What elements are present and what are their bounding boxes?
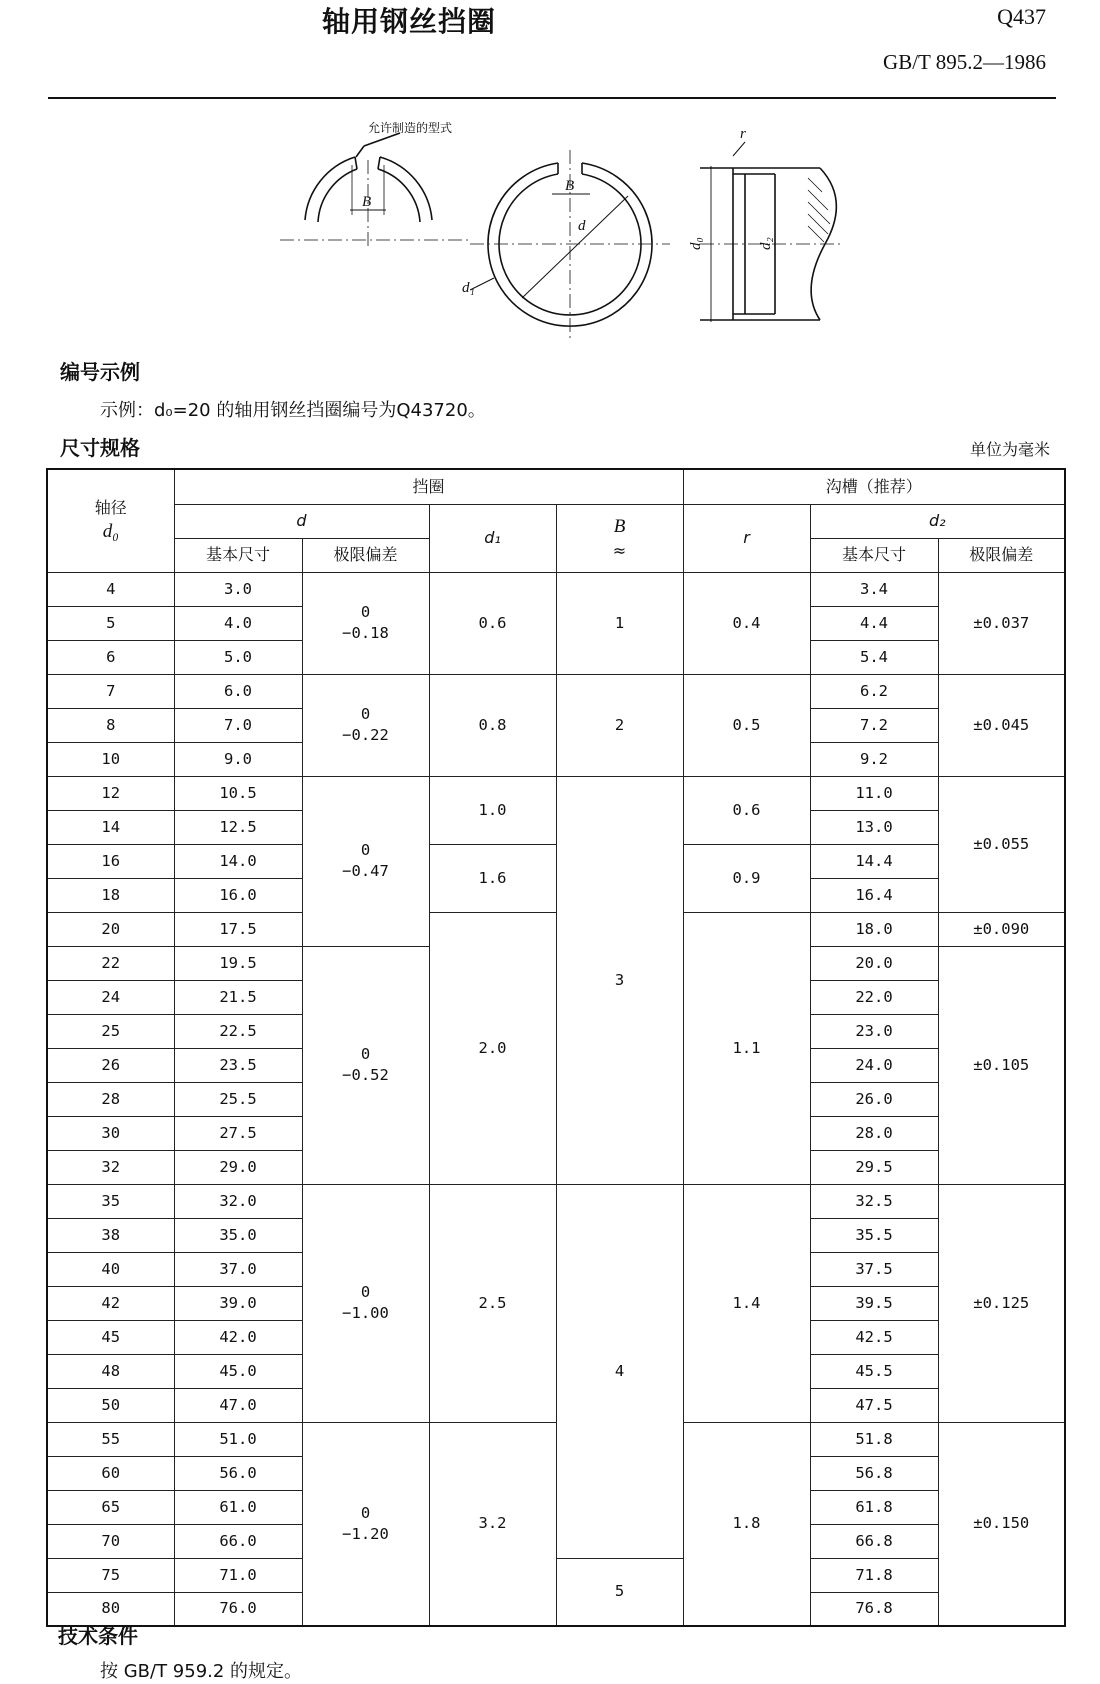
cell-d2: 14.4 <box>810 844 938 878</box>
cell-d-tol <box>302 776 429 946</box>
tol-lower: −1.00 <box>342 1304 389 1322</box>
header-d: d <box>174 504 429 538</box>
cell-d1: 2.0 <box>429 912 556 1184</box>
cell-d2: 45.5 <box>810 1354 938 1388</box>
cell-d0: 40 <box>47 1252 174 1286</box>
table-row <box>47 572 1065 606</box>
cell-d2: 71.8 <box>810 1558 938 1592</box>
cell-d0: 70 <box>47 1524 174 1558</box>
cell-d: 16.0 <box>174 878 302 912</box>
cell-d: 37.0 <box>174 1252 302 1286</box>
header-r: r <box>683 504 810 572</box>
cell-d0: 42 <box>47 1286 174 1320</box>
fig-label-b: B <box>565 178 575 194</box>
cell-r: 1.4 <box>683 1184 810 1422</box>
cell-b: 3 <box>556 776 683 1184</box>
cell-d0: 7 <box>47 674 174 708</box>
header-d1: d₁ <box>429 504 556 572</box>
cell-d0: 28 <box>47 1082 174 1116</box>
tol-lower: −1.20 <box>342 1524 389 1543</box>
cell-d1: 1.6 <box>429 844 556 912</box>
cell-b: 2 <box>556 674 683 776</box>
cell-d0: 8 <box>47 708 174 742</box>
cell-d: 51.0 <box>174 1422 302 1456</box>
fig-label-d: d <box>578 218 586 234</box>
header-b-symbol: B <box>613 516 626 538</box>
cell-d2: 32.5 <box>810 1184 938 1218</box>
cell-d-tol <box>302 946 429 1184</box>
cell-d0: 48 <box>47 1354 174 1388</box>
cell-d2: 37.5 <box>810 1252 938 1286</box>
cell-d2: 76.8 <box>810 1592 938 1626</box>
cell-d: 6.0 <box>174 674 302 708</box>
retaining-ring-drawing <box>0 100 1100 340</box>
cell-d: 25.5 <box>174 1082 302 1116</box>
cell-d2: 6.2 <box>810 674 938 708</box>
cell-d: 3.0 <box>174 572 302 606</box>
cell-d2: 7.2 <box>810 708 938 742</box>
header-d2-tol: 极限偏差 <box>938 538 1065 572</box>
header-shaft <box>47 469 174 572</box>
cell-d: 21.5 <box>174 980 302 1014</box>
cell-d: 27.5 <box>174 1116 302 1150</box>
cell-d: 9.0 <box>174 742 302 776</box>
table-row <box>47 776 1065 810</box>
numbering-example <box>100 396 486 422</box>
cell-d: 35.0 <box>174 1218 302 1252</box>
cell-d2: 9.2 <box>810 742 938 776</box>
header-b <box>556 504 683 572</box>
cell-d2: 28.0 <box>810 1116 938 1150</box>
cell-d2: 4.4 <box>810 606 938 640</box>
tol-upper: 0 <box>360 1283 371 1302</box>
standard-number: GB/T 895.2—1986 <box>883 50 1046 74</box>
cell-d2: 22.0 <box>810 980 938 1014</box>
cell-d: 42.0 <box>174 1320 302 1354</box>
cell-d0: 20 <box>47 912 174 946</box>
cell-b: 1 <box>556 572 683 674</box>
cell-d0: 38 <box>47 1218 174 1252</box>
unit-note: 单位为毫米 <box>969 440 1050 459</box>
cell-d0: 10 <box>47 742 174 776</box>
cell-d: 10.5 <box>174 776 302 810</box>
cell-d2: 56.8 <box>810 1456 938 1490</box>
tol-upper: 0 <box>360 841 371 860</box>
tol-lower: −0.22 <box>342 726 389 744</box>
header-groove: 沟槽（推荐） <box>683 469 1065 504</box>
tol-lower: −0.18 <box>342 624 389 642</box>
header-d2: d₂ <box>810 504 1065 538</box>
cell-d2: 66.8 <box>810 1524 938 1558</box>
cell-d: 4.0 <box>174 606 302 640</box>
cell-d0: 22 <box>47 946 174 980</box>
cell-d: 61.0 <box>174 1490 302 1524</box>
cell-d-tol <box>302 572 429 674</box>
header-d-basic: 基本尺寸 <box>174 538 302 572</box>
cell-d: 17.5 <box>174 912 302 946</box>
cell-d2: 11.0 <box>810 776 938 810</box>
cell-d: 5.0 <box>174 640 302 674</box>
fig-label-d0: d₀ <box>688 237 704 250</box>
cell-d2: 51.8 <box>810 1422 938 1456</box>
header-shaft-label: 轴径 <box>94 498 127 518</box>
cell-d0: 75 <box>47 1558 174 1592</box>
example-text: d₀=20 的轴用钢丝挡圈编号为Q43720。 <box>154 400 486 421</box>
header-ring: 挡圈 <box>174 469 683 504</box>
table-row <box>47 1184 1065 1218</box>
cell-d2-tol: ±0.045 <box>938 674 1065 776</box>
cell-b: 5 <box>556 1558 683 1626</box>
cell-d: 23.5 <box>174 1048 302 1082</box>
cell-d: 47.0 <box>174 1388 302 1422</box>
cell-d2: 18.0 <box>810 912 938 946</box>
cell-r: 1.8 <box>683 1422 810 1626</box>
cell-d0: 12 <box>47 776 174 810</box>
cell-d: 66.0 <box>174 1524 302 1558</box>
cell-d0: 35 <box>47 1184 174 1218</box>
cell-d1: 0.6 <box>429 572 556 674</box>
cell-b: 4 <box>556 1184 683 1558</box>
cell-d: 19.5 <box>174 946 302 980</box>
cell-d0: 24 <box>47 980 174 1014</box>
cell-r: 0.6 <box>683 776 810 844</box>
cell-d-tol <box>302 674 429 776</box>
spec-heading: 尺寸规格 <box>60 436 140 460</box>
cell-d2: 5.4 <box>810 640 938 674</box>
cell-r: 0.9 <box>683 844 810 912</box>
cell-d0: 14 <box>47 810 174 844</box>
product-code: Q437 <box>997 4 1046 29</box>
cell-d: 76.0 <box>174 1592 302 1626</box>
cell-d: 29.0 <box>174 1150 302 1184</box>
cell-d0: 5 <box>47 606 174 640</box>
cell-r: 0.5 <box>683 674 810 776</box>
tech-text: 按 GB/T 959.2 的规定。 <box>100 1661 303 1682</box>
cell-d1: 3.2 <box>429 1422 556 1626</box>
cell-d2-tol: ±0.150 <box>938 1422 1065 1626</box>
tol-upper: 0 <box>360 1503 371 1522</box>
cell-d2: 47.5 <box>810 1388 938 1422</box>
cell-d2-tol: ±0.105 <box>938 946 1065 1184</box>
cell-d-tol <box>302 1184 429 1422</box>
table-row <box>47 1558 1065 1592</box>
cell-d2-tol: ±0.125 <box>938 1184 1065 1422</box>
cell-d0: 65 <box>47 1490 174 1524</box>
tech-heading: 技术条件 <box>58 1624 138 1648</box>
cell-d0: 80 <box>47 1592 174 1626</box>
tol-upper: 0 <box>360 603 371 622</box>
cell-r: 1.1 <box>683 912 810 1184</box>
fig-label-d1: d₁ <box>462 280 475 296</box>
cell-d0: 30 <box>47 1116 174 1150</box>
numbering-heading: 编号示例 <box>60 360 140 384</box>
cell-d0: 18 <box>47 878 174 912</box>
cell-d: 45.0 <box>174 1354 302 1388</box>
cell-d: 7.0 <box>174 708 302 742</box>
cell-d2: 20.0 <box>810 946 938 980</box>
cell-d: 14.0 <box>174 844 302 878</box>
cell-d2: 13.0 <box>810 810 938 844</box>
cell-d0: 6 <box>47 640 174 674</box>
cell-d0: 4 <box>47 572 174 606</box>
fig-caption: 允许制造的型式 <box>368 121 453 135</box>
cell-d2: 24.0 <box>810 1048 938 1082</box>
example-prefix: 示例： <box>100 400 154 421</box>
header-d2-basic: 基本尺寸 <box>810 538 938 572</box>
cell-d2-tol: ±0.055 <box>938 776 1065 912</box>
cell-d: 56.0 <box>174 1456 302 1490</box>
cell-d: 39.0 <box>174 1286 302 1320</box>
dimension-table <box>46 468 1066 1627</box>
cell-d: 12.5 <box>174 810 302 844</box>
cell-d2: 23.0 <box>810 1014 938 1048</box>
cell-d: 71.0 <box>174 1558 302 1592</box>
header-shaft-symbol: d₀ <box>102 520 119 542</box>
cell-d0: 45 <box>47 1320 174 1354</box>
cell-d0: 50 <box>47 1388 174 1422</box>
cell-d2: 3.4 <box>810 572 938 606</box>
fig-label-b-left: B <box>362 194 372 210</box>
cell-d2: 26.0 <box>810 1082 938 1116</box>
table-row <box>47 674 1065 708</box>
tol-upper: 0 <box>360 705 371 724</box>
fig-label-d2: d₂ <box>758 237 774 250</box>
header-d-tol: 极限偏差 <box>302 538 429 572</box>
cell-d2: 61.8 <box>810 1490 938 1524</box>
header-b-approx: ≈ <box>612 541 627 561</box>
cell-d2-tol: ±0.037 <box>938 572 1065 674</box>
page-title: 轴用钢丝挡圈 <box>322 5 497 38</box>
cell-d0: 55 <box>47 1422 174 1456</box>
tol-upper: 0 <box>360 1045 371 1064</box>
tol-lower: −0.52 <box>342 1066 389 1084</box>
cell-d0: 60 <box>47 1456 174 1490</box>
cell-d1: 2.5 <box>429 1184 556 1422</box>
cell-d2: 42.5 <box>810 1320 938 1354</box>
cell-d1: 1.0 <box>429 776 556 844</box>
cell-d0: 25 <box>47 1014 174 1048</box>
cell-d2: 16.4 <box>810 878 938 912</box>
cell-r: 0.4 <box>683 572 810 674</box>
cell-d0: 32 <box>47 1150 174 1184</box>
cell-d0: 16 <box>47 844 174 878</box>
cell-d2: 29.5 <box>810 1150 938 1184</box>
cell-d0: 26 <box>47 1048 174 1082</box>
cell-d2: 39.5 <box>810 1286 938 1320</box>
cell-d: 32.0 <box>174 1184 302 1218</box>
header-rule <box>48 97 1056 99</box>
cell-d: 22.5 <box>174 1014 302 1048</box>
cell-d-tol <box>302 1422 429 1626</box>
cell-d2-tol: ±0.090 <box>938 912 1065 946</box>
tol-lower: −0.47 <box>342 862 389 880</box>
cell-d1: 0.8 <box>429 674 556 776</box>
cell-d2: 35.5 <box>810 1218 938 1252</box>
fig-label-r: r <box>740 126 746 142</box>
